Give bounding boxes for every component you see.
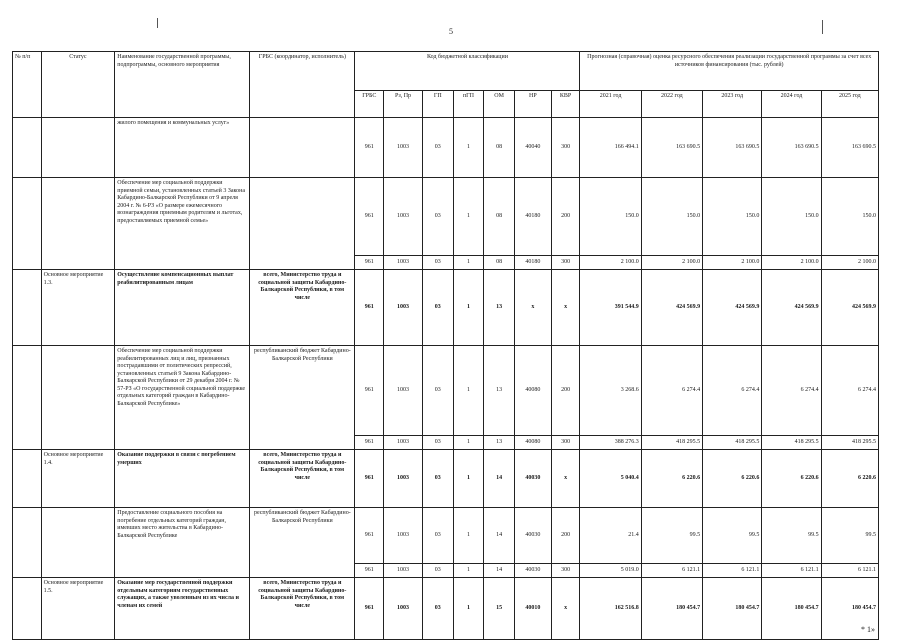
row-number (13, 508, 42, 578)
header-status: Статус (41, 52, 115, 118)
code-cell: 961 (355, 256, 384, 270)
amount-cell: 21.4 (580, 508, 641, 564)
subheader-cell: Рз, Пр (384, 91, 423, 118)
amount-cell: 6 274.4 (762, 346, 821, 436)
amount-cell: 180 454.7 (821, 578, 878, 640)
code-cell: 03 (422, 436, 453, 450)
header-name: Наименование государственной программы, подпрограммы, основного мероприятия (115, 52, 250, 118)
code-cell: x (551, 578, 580, 640)
code-cell: 40180 (514, 178, 551, 256)
subheader-cell: 2024 год (762, 91, 821, 118)
amount-cell: 99.5 (703, 508, 762, 564)
amount-cell: 150.0 (703, 178, 762, 256)
row-status (41, 508, 115, 578)
code-cell: 200 (551, 346, 580, 436)
row-grbs (250, 178, 355, 270)
code-cell: 1003 (384, 450, 423, 508)
code-cell: 300 (551, 564, 580, 578)
row-status: Основное мероприятие 1.5. (41, 578, 115, 640)
amount-cell: 424 569.9 (821, 270, 878, 346)
code-cell: 14 (484, 450, 515, 508)
code-cell: 03 (422, 346, 453, 436)
code-cell: 300 (551, 256, 580, 270)
amount-cell: 6 274.4 (821, 346, 878, 436)
code-cell: 200 (551, 508, 580, 564)
code-cell: 300 (551, 436, 580, 450)
amount-cell: 6 220.6 (762, 450, 821, 508)
code-cell: 1003 (384, 508, 423, 564)
row-status (41, 178, 115, 270)
amount-cell: 6 121.1 (703, 564, 762, 578)
code-cell: 1003 (384, 436, 423, 450)
row-grbs (250, 118, 355, 178)
amount-cell: 150.0 (821, 178, 878, 256)
table-row (13, 118, 879, 178)
code-cell: 1 (453, 436, 484, 450)
row-grbs: республиканский бюджет Кабардино-Балкарской Республики (250, 508, 355, 578)
amount-cell: 150.0 (641, 178, 702, 256)
row-number (13, 346, 42, 450)
row-number (13, 270, 42, 346)
code-cell: 1003 (384, 178, 423, 256)
code-cell: 1 (453, 346, 484, 436)
amount-cell: 99.5 (821, 508, 878, 564)
amount-cell: 6 220.6 (703, 450, 762, 508)
code-cell: 03 (422, 178, 453, 256)
amount-cell: 391 544.9 (580, 270, 641, 346)
subheader-cell: НР (514, 91, 551, 118)
amount-cell: 418 295.5 (703, 436, 762, 450)
code-cell: 1 (453, 118, 484, 178)
code-cell: 03 (422, 450, 453, 508)
code-cell: 961 (355, 508, 384, 564)
code-cell: 03 (422, 270, 453, 346)
code-cell: 961 (355, 270, 384, 346)
footer-mark: * 1» (861, 625, 875, 634)
table-row (13, 450, 879, 508)
amount-cell: 6 121.1 (821, 564, 878, 578)
code-cell: 13 (484, 270, 515, 346)
code-cell: x (514, 270, 551, 346)
code-cell: 961 (355, 578, 384, 640)
amount-cell: 2 100.0 (580, 256, 641, 270)
row-number (13, 450, 42, 508)
code-cell: 03 (422, 118, 453, 178)
code-cell: 40030 (514, 450, 551, 508)
code-cell: 40040 (514, 118, 551, 178)
amount-cell: 99.5 (641, 508, 702, 564)
code-cell: 03 (422, 508, 453, 564)
amount-cell: 424 569.9 (641, 270, 702, 346)
amount-cell: 163 690.5 (703, 118, 762, 178)
code-cell: 1 (453, 578, 484, 640)
amount-cell: 2 100.0 (641, 256, 702, 270)
code-cell: 03 (422, 564, 453, 578)
subheader-cell: пГП (453, 91, 484, 118)
amount-cell: 2 100.0 (821, 256, 878, 270)
amount-cell: 6 220.6 (821, 450, 878, 508)
code-cell: 40080 (514, 436, 551, 450)
header-codes: Код бюджетной классификации (355, 52, 580, 91)
row-number (13, 178, 42, 270)
amount-cell: 180 454.7 (703, 578, 762, 640)
code-cell: 1 (453, 270, 484, 346)
code-cell: 1003 (384, 118, 423, 178)
amount-cell: 180 454.7 (762, 578, 821, 640)
code-cell: 03 (422, 256, 453, 270)
code-cell: 200 (551, 178, 580, 256)
amount-cell: 6 220.6 (641, 450, 702, 508)
code-cell: 08 (484, 256, 515, 270)
row-status (41, 118, 115, 178)
header-grbs: ГРБС (координатор, исполнитель) (250, 52, 355, 118)
table-row (13, 578, 879, 640)
subheader-cell: 2025 год (821, 91, 878, 118)
code-cell: 14 (484, 564, 515, 578)
amount-cell: 180 454.7 (641, 578, 702, 640)
code-cell: 1 (453, 508, 484, 564)
code-cell: 40180 (514, 256, 551, 270)
amount-cell: 6 121.1 (641, 564, 702, 578)
code-cell: 961 (355, 178, 384, 256)
scan-mark (157, 18, 158, 28)
code-cell: 1003 (384, 256, 423, 270)
amount-cell: 163 690.5 (821, 118, 878, 178)
subheader-cell: 2022 год (641, 91, 702, 118)
row-status (41, 346, 115, 450)
table-row (13, 270, 879, 346)
row-name: жилого помещения и коммунальных услуг» (115, 118, 250, 178)
budget-table (12, 51, 879, 640)
page-number: 5 (449, 27, 453, 36)
code-cell: 40080 (514, 346, 551, 436)
code-cell: 1003 (384, 270, 423, 346)
subheader-cell: 2023 год (703, 91, 762, 118)
amount-cell: 388 276.3 (580, 436, 641, 450)
amount-cell: 6 274.4 (703, 346, 762, 436)
row-status: Основное мероприятие 1.4. (41, 450, 115, 508)
amount-cell: 3 268.6 (580, 346, 641, 436)
row-number (13, 118, 42, 178)
row-status: Основное мероприятие 1.3. (41, 270, 115, 346)
code-cell: 961 (355, 346, 384, 436)
amount-cell: 166 494.1 (580, 118, 641, 178)
row-number (13, 578, 42, 640)
code-cell: 1 (453, 178, 484, 256)
row-name: Осуществление компенсационных выплат реабилитированным лицам (115, 270, 250, 346)
header-forecast: Прогнозная (справочная) оценка ресурсного обеспечения реализации государственной программы за счет всех источников финансирования (тыс. рублей) (580, 52, 879, 91)
table-row (13, 508, 879, 564)
code-cell: 40030 (514, 508, 551, 564)
table-row (13, 346, 879, 436)
code-cell: 03 (422, 578, 453, 640)
subheader-cell: КВР (551, 91, 580, 118)
code-cell: x (551, 450, 580, 508)
amount-cell: 163 690.5 (641, 118, 702, 178)
row-grbs: всего, Министерство труда и социальной защиты Кабардино-Балкарской Республики, в том числе (250, 270, 355, 346)
table-row (13, 178, 879, 256)
header-row (13, 52, 879, 91)
subheader-cell: ГРБС (355, 91, 384, 118)
row-name: Обеспечение мер социальной поддержки реабилитированных лиц и лиц, признанных пострадавшими от политических репрессий, установленных статьей 9 Закона Кабардино-Балкарской Республики от 29 декабря 2004 г. № 57-РЗ «О государственной социальной поддержке отдельных категорий граждан в Кабардино-Балкарской Республике» (115, 346, 250, 450)
amount-cell: 424 569.9 (762, 270, 821, 346)
code-cell: 300 (551, 118, 580, 178)
code-cell: 13 (484, 346, 515, 436)
amount-cell: 162 516.8 (580, 578, 641, 640)
code-cell: 961 (355, 450, 384, 508)
code-cell: 1 (453, 450, 484, 508)
code-cell: 40030 (514, 564, 551, 578)
subheader-cell: ОМ (484, 91, 515, 118)
amount-cell: 5 040.4 (580, 450, 641, 508)
amount-cell: 2 100.0 (762, 256, 821, 270)
header-no: № п/п (13, 52, 42, 118)
code-cell: 1003 (384, 564, 423, 578)
amount-cell: 99.5 (762, 508, 821, 564)
subheader-cell: 2021 год (580, 91, 641, 118)
amount-cell: 418 295.5 (821, 436, 878, 450)
code-cell: x (551, 270, 580, 346)
row-grbs: всего, Министерство труда и социальной защиты Кабардино-Балкарской Республики, в том числе (250, 578, 355, 640)
amount-cell: 6 121.1 (762, 564, 821, 578)
amount-cell: 2 100.0 (703, 256, 762, 270)
code-cell: 961 (355, 436, 384, 450)
code-cell: 13 (484, 436, 515, 450)
subheader-cell: ГП (422, 91, 453, 118)
code-cell: 15 (484, 578, 515, 640)
code-cell: 1 (453, 256, 484, 270)
code-cell: 961 (355, 118, 384, 178)
row-name: Оказание мер государственной поддержки отдельным категориям государственных служащих, а также уволенным из их числа и членам их семей (115, 578, 250, 640)
code-cell: 1003 (384, 346, 423, 436)
scan-mark (822, 20, 823, 34)
row-grbs: всего, Министерство труда и социальной защиты Кабардино-Балкарской Республики, в том числе (250, 450, 355, 508)
code-cell: 14 (484, 508, 515, 564)
code-cell: 08 (484, 118, 515, 178)
code-cell: 961 (355, 564, 384, 578)
amount-cell: 418 295.5 (641, 436, 702, 450)
amount-cell: 150.0 (580, 178, 641, 256)
amount-cell: 5 019.0 (580, 564, 641, 578)
amount-cell: 418 295.5 (762, 436, 821, 450)
amount-cell: 150.0 (762, 178, 821, 256)
code-cell: 08 (484, 178, 515, 256)
row-grbs: республиканский бюджет Кабардино-Балкарской Республики (250, 346, 355, 450)
amount-cell: 424 569.9 (703, 270, 762, 346)
code-cell: 40010 (514, 578, 551, 640)
amount-cell: 6 274.4 (641, 346, 702, 436)
code-cell: 1 (453, 564, 484, 578)
table-body (13, 118, 879, 640)
amount-cell: 163 690.5 (762, 118, 821, 178)
row-name: Оказание поддержки в связи с погребением умерших (115, 450, 250, 508)
row-name: Обеспечение мер социальной поддержки приемной семьи, установленных статьей 3 Закона Кабардино-Балкарской Республики от 9 апреля 2004 г. № 6-РЗ «О размере ежемесячного вознаграждения приемным родителям и льготах, предоставляемых приемной семье» (115, 178, 250, 270)
row-name: Предоставление социального пособия на погребение отдельных категорий граждан, имевших место жительства в Кабардино-Балкарской Республике (115, 508, 250, 578)
code-cell: 1003 (384, 578, 423, 640)
